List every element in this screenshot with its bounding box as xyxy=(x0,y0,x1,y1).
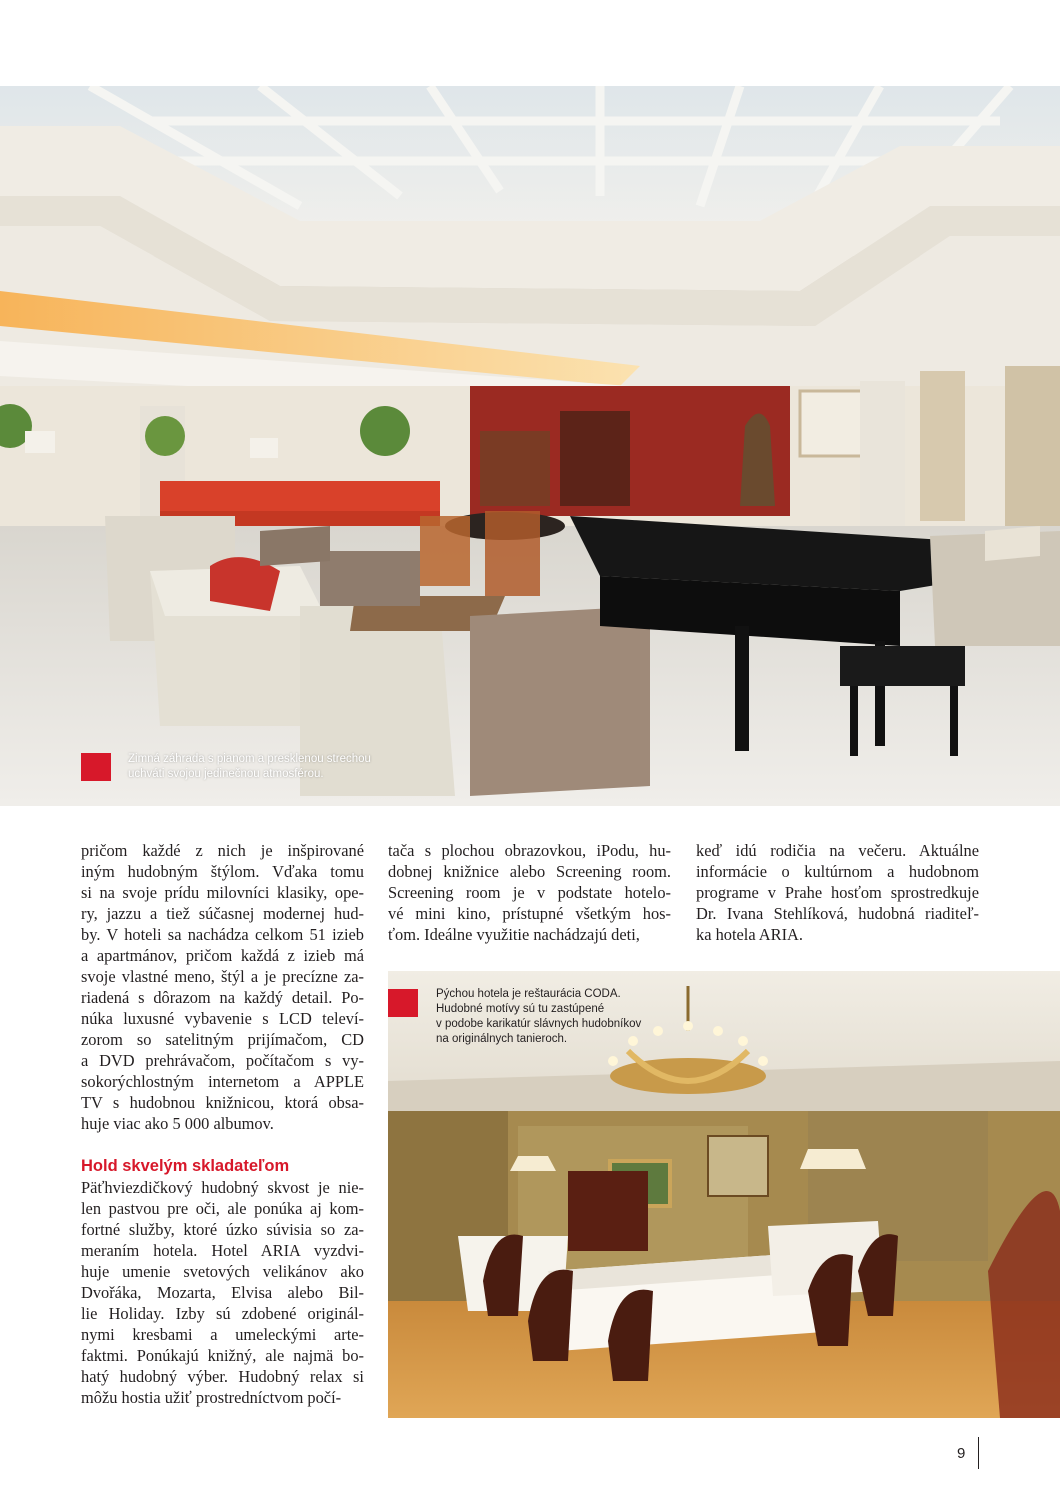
text-line: programe v Prahe hosťom sprostredkuje xyxy=(696,883,979,902)
text-line: si na svoje prídu milovníci klasiky, ope- xyxy=(81,883,364,902)
restaurant-photo xyxy=(388,971,1060,1418)
winter-garden-caption xyxy=(128,752,371,782)
text-line: Dr. Ivana Stehlíková, hudobná riaditeľ- xyxy=(696,904,979,923)
caption-line: Pýchou hotela je reštaurácia CODA. xyxy=(436,988,621,1000)
text-line: keď idú rodičia na večeru. Aktuálne xyxy=(696,841,979,860)
text-line: ry, jazzu a tiež súčasnej modernej hud- xyxy=(81,904,364,923)
text-line: tača s plochou obrazovkou, iPodu, hu- xyxy=(388,841,671,860)
text-line: a DVD prehrávačom, počítačom s vy- xyxy=(81,1051,364,1070)
text-line: zorom so satelitným prijímačom, CD xyxy=(81,1030,364,1049)
text-line: lie Holiday. Izby sú zdobené originál- xyxy=(81,1304,364,1323)
text-line: informácie o kultúrnom a hudobnom xyxy=(696,862,979,881)
paragraph xyxy=(81,1177,364,1408)
section-subheading: Hold skvelým skladateľom xyxy=(81,1157,290,1175)
text-line: svoje vlastné meno, štýl a je precízne za- xyxy=(81,967,364,986)
paragraph xyxy=(696,840,979,945)
caption-line: uchváti svojou jedinečnou atmosférou. xyxy=(128,768,324,780)
text-line: meraním hotela. Hotel ARIA vyzdvi- xyxy=(81,1241,364,1260)
text-line: ťom. Ideálne využitie nachádzajú deti, xyxy=(388,925,640,944)
paragraph xyxy=(81,840,364,1134)
text-line: hatý hudobný výber. Hudobný relax si xyxy=(81,1367,364,1386)
article-column-2 xyxy=(388,840,671,945)
text-line: nymi kresbami a umeleckými arte- xyxy=(81,1325,364,1344)
text-line: by. V hoteli sa nachádza celkom 51 izieb xyxy=(81,925,364,944)
text-line: Päťhviezdičkový hudobný skvost je nie- xyxy=(81,1178,364,1197)
text-line: dobnej knižnice alebo Screening room. xyxy=(388,862,671,881)
winter-garden-illustration xyxy=(0,86,1060,806)
text-line: Dvořáka, Mozarta, Elvisa alebo Bil- xyxy=(81,1283,364,1302)
text-line: riadená s dôrazom na každý detail. Po- xyxy=(81,988,364,1007)
text-line: TV s hudobnou knižnicou, ktorá obsa- xyxy=(81,1093,364,1112)
article-column-1 xyxy=(81,840,364,1408)
paragraph xyxy=(388,840,671,945)
text-line: huje umenie svetových velikánov ako xyxy=(81,1262,364,1281)
winter-garden-photo xyxy=(0,86,1060,806)
text-line: môžu hostia užiť prostredníctvom počí- xyxy=(81,1388,342,1407)
text-line: a apartmánov, pričom každá z izieb má xyxy=(81,946,364,965)
text-line: huje viac ako 5 000 albumov. xyxy=(81,1114,274,1133)
text-line: len pastvou pre oči, ale ponúka aj kom- xyxy=(81,1199,364,1218)
caption-line: v podobe karikatúr slávnych hudobníkov xyxy=(436,1018,642,1030)
caption-accent-square xyxy=(81,753,111,781)
text-line: sokorýchlostným internetom a APPLE xyxy=(81,1072,364,1091)
text-line: iným hudobným štýlom. Vďaka tomu xyxy=(81,862,364,881)
text-line: faktmi. Ponúkajú knižný, ale najmä bo- xyxy=(81,1346,364,1365)
footer-divider xyxy=(978,1437,979,1469)
restaurant-caption xyxy=(436,987,641,1047)
text-line: ka hotela ARIA. xyxy=(696,925,803,944)
caption-accent-square xyxy=(388,989,418,1017)
page-number: 9 xyxy=(957,1445,966,1462)
text-line: pričom každé z nich je inšpirované xyxy=(81,841,364,860)
text-line: Screening room je v podstate hotelo- xyxy=(388,883,671,902)
caption-line: Hudobné motívy sú tu zastúpené xyxy=(436,1003,605,1015)
text-line: núka luxusné vybavenie s LCD televí- xyxy=(81,1009,364,1028)
caption-line: Zimná záhrada s pianom a presklenou strechou xyxy=(128,753,371,765)
text-line: fortné služby, ktoré úzko súvisia so za- xyxy=(81,1220,364,1239)
caption-line: na originálnych tanieroch. xyxy=(436,1033,568,1045)
text-line: vé mini kino, prístupné všetkým hos- xyxy=(388,904,671,923)
article-column-3 xyxy=(696,840,979,945)
